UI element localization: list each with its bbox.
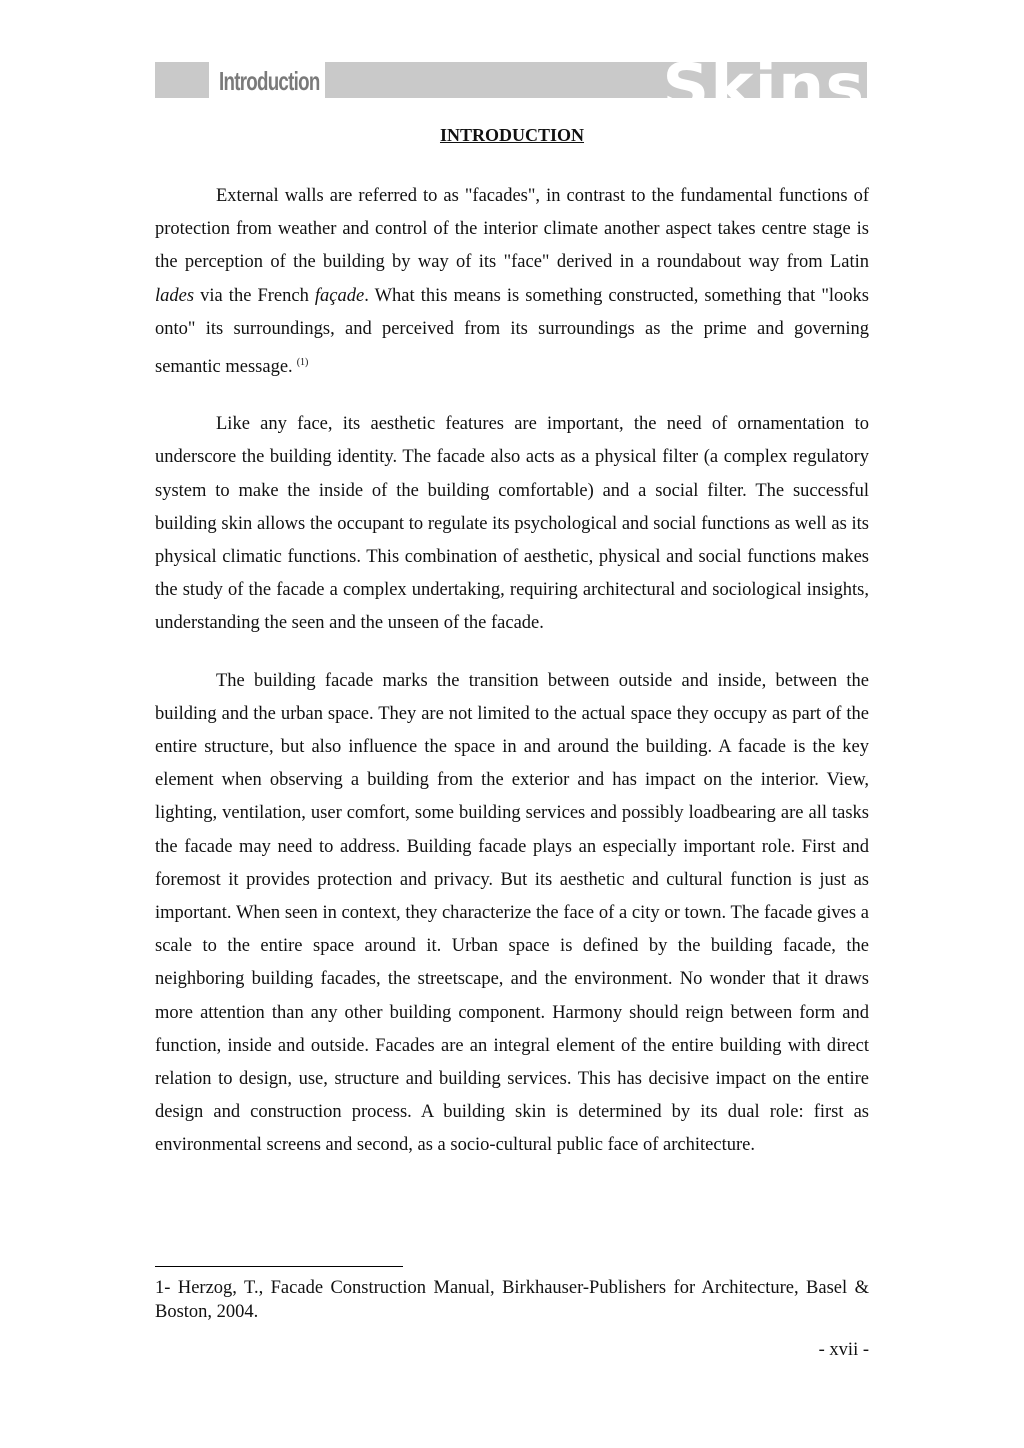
footnote-reference: (1) <box>296 357 309 369</box>
banner-block-left <box>155 62 209 98</box>
body-text <box>155 180 869 1187</box>
banner-block-right <box>325 50 867 123</box>
footnote: 1- Herzog, T., Facade Construction Manual, Birkhauser-Publishers for Architecture, Basel & Boston, 2004. <box>155 1278 869 1322</box>
footnote-divider <box>155 1266 403 1267</box>
page-title: INTRODUCTION <box>439 125 585 145</box>
section-label: Introduction <box>219 66 320 96</box>
brand-wordmark: Skins <box>662 50 865 123</box>
page-number: - xvii - <box>818 1340 869 1360</box>
header-banner <box>155 50 867 123</box>
paragraph-1: External walls are referred to as "facades", in contrast to the fundamental functions of protection from weather and control of the interior climate another aspect takes centre stage is the perception of the building by way of its "face" derived in a roundabout way from Latin lades via the French façade. What this means is something constructed, something that "looks onto" its surroundings, and perceived from its surroundings as the prime and governing semantic message. $^{(1)}$ <box>155 186 869 378</box>
paragraph-3: The building facade marks the transition between outside and inside, between the building and the urban space. They are not limited to the actual space they occupy as part of the entire structure, but also influence the space in and around the building. A facade is the key element when observing a building from the exterior and has impact on the interior. View, lighting, ventilation, user comfort, some building services and possibly loadbearing are all tasks the facade may need to address. Building facade plays an especially important role. First and foremost it provides protection and privacy. But its aesthetic and cultural function is just as important. When seen in context, they characterize the face of a city or town. The facade gives a scale to the entire space around it. Urban space is defined by the building facade, the neighboring building facades, the streetscape, and the environment. No wonder that it draws more attention than any other building component. Harmony should reign between form and function, inside and outside. Facades are an integral element of the entire building with direct relation to design, use, structure and building services. This has decisive impact on the entire design and construction process. A building skin is determined by its dual role: first as environmental screens and second, as a socio-cultural public face of architecture. <box>155 670 869 1156</box>
paragraph-2: Like any face, its aesthetic features are important, the need of ornamentation to underscore the building identity. The facade also acts as a physical filter (a complex regulatory system to make the inside of the building comfortable) and a social filter. The successful building skin allows the occupant to regulate its psychological and social functions as well as its physical climatic functions. This combination of aesthetic, physical and social functions makes the study of the facade a complex undertaking, requiring architectural and sociological insights, understanding the seen and the unseen of the facade. <box>155 414 869 634</box>
